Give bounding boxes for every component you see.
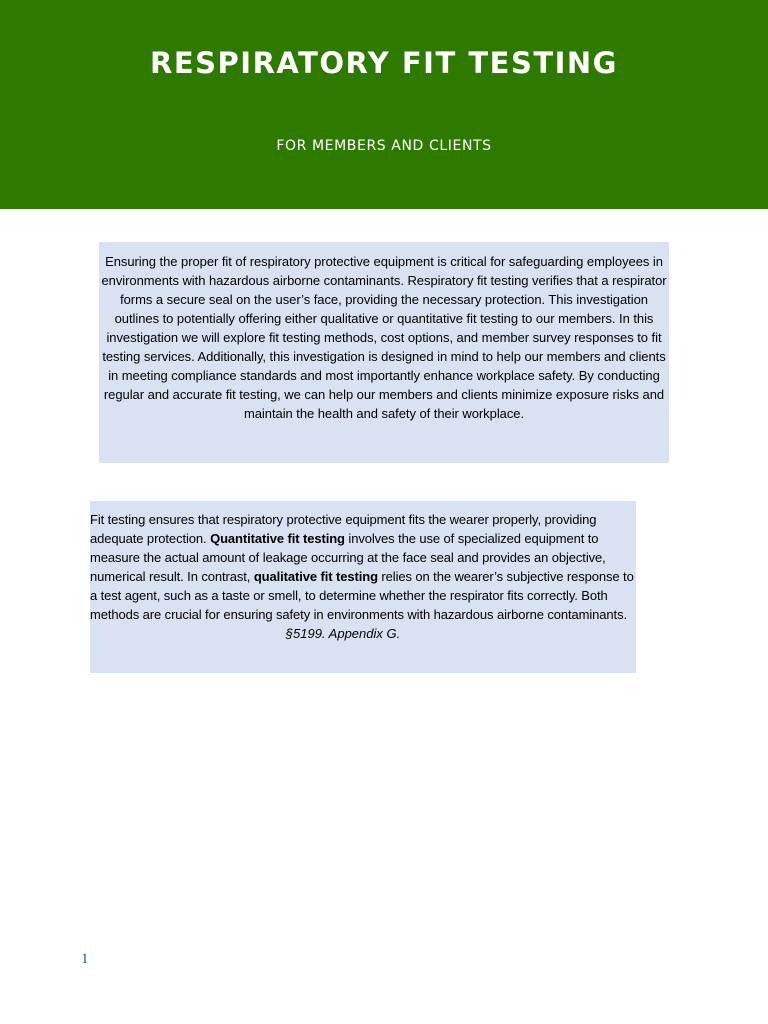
quantitative-fit-testing-term: Quantitative fit testing xyxy=(210,531,345,546)
qualitative-fit-testing-term: qualitative fit testing xyxy=(253,569,378,584)
document-title: RESPIRATORY FIT TESTING xyxy=(150,46,618,80)
fit-testing-text-part-1: Fit testing ensures that respiratory protective equipment fits the wearer properly, providing adequate protection. xyxy=(90,512,597,546)
header-band xyxy=(0,0,768,209)
fit-testing-text-part-2: involves the use of specialized equipment to measure the actual amount of leakage occurring at the face seal and provides an objective, numerical result. In contrast, xyxy=(90,531,606,584)
intro-paragraph: Ensuring the proper fit of respiratory protective equipment is critical for safeguarding employees in environments with hazardous airborne contaminants. Respiratory fit testing verifies that a respirator forms a secure seal on the user’s face, providing the necessary protection. This investigation outlines to potentially offering either qualitative or quantitative fit testing to our members. In this investigation we will explore fit testing methods, cost options, and member survey responses to fit testing services. Additionally, this investigation is designed in mind to help our members and clients in meeting compliance standards and most importantly enhance workplace safety. By conducting regular and accurate fit testing, we can help our members and clients minimize exposure risks and maintain the health and safety of their workplace. xyxy=(101,254,667,421)
fit-testing-text-part-3: relies on the wearer’s subjective response to a test agent, such as a taste or smell, to determine whether the respirator fits correctly. Both methods are crucial for ensuring safety in environments with hazardous airborne contaminants. xyxy=(90,569,634,622)
fit-testing-paragraph xyxy=(90,510,636,624)
intro-text-box xyxy=(99,242,669,463)
page-number: 1 xyxy=(81,951,89,967)
document-subtitle: FOR MEMBERS AND CLIENTS xyxy=(276,138,492,154)
citation: §5199. Appendix G. xyxy=(285,626,401,641)
fit-testing-text-box xyxy=(90,501,636,673)
